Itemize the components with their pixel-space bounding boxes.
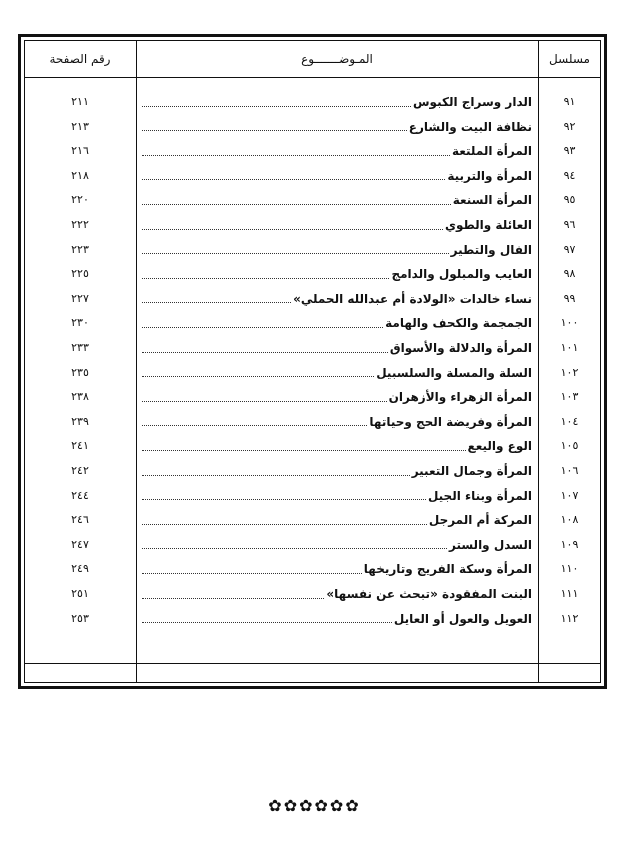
footer-ornament: ✿✿✿✿✿✿ (268, 796, 361, 815)
row-topic-text: نساء خالدات «الولادة أم عبدالله الحملي» (293, 291, 532, 306)
table-row (24, 287, 601, 311)
footer-divider (24, 663, 601, 664)
row-leader-dots (142, 622, 392, 623)
row-topic-text: المرأة وجمال التعبير (411, 464, 532, 478)
header-page-number: رقم الصفحة (49, 52, 111, 66)
row-leader-dots (142, 548, 447, 549)
row-serial-number: ١٠٠ (560, 316, 579, 330)
header-serial: مسلسل (549, 52, 590, 66)
row-leader-dots (142, 278, 389, 279)
row-serial-number: ١١٢ (560, 611, 579, 625)
row-leader-dots (142, 106, 411, 107)
row-topic (142, 533, 532, 557)
row-page-number: ٢١٣ (71, 119, 89, 133)
table-row (24, 164, 601, 188)
row-topic (142, 484, 532, 508)
row-page-number: ٢١١ (71, 95, 89, 108)
row-topic-text: العايب والمبلول والدامج (391, 267, 532, 282)
row-topic-text: السلة والمسلة والسلسبيل (376, 365, 532, 380)
row-topic-text: الجمجمة والكحف والهامة (385, 316, 532, 331)
row-page-number: ٢٥١ (71, 587, 89, 600)
row-topic (142, 139, 532, 163)
row-topic (142, 557, 532, 581)
row-page-number: ٢٢٧ (71, 291, 89, 305)
row-leader-dots (142, 450, 466, 451)
table-row (24, 607, 601, 631)
row-topic (142, 385, 532, 409)
row-topic (142, 115, 532, 139)
table-row (24, 90, 601, 114)
row-leader-dots (142, 327, 383, 328)
row-serial-number: ٩٤ (563, 168, 576, 182)
row-leader-dots (142, 253, 449, 254)
row-page-number: ٢٢٣ (71, 242, 89, 256)
row-topic (142, 213, 532, 237)
row-page-number: ٢٣٩ (71, 414, 89, 428)
row-topic-text: المرأة وسكة الفريج وتاريخها (363, 562, 532, 577)
row-topic (142, 607, 532, 631)
row-page-number: ٢٥٣ (71, 611, 89, 625)
row-serial-number: ١٠٩ (560, 537, 579, 551)
table-row (24, 188, 601, 212)
row-leader-dots (142, 598, 324, 599)
row-page-number: ٢١٦ (71, 144, 89, 158)
row-serial-number: ٩٧ (563, 242, 576, 256)
row-page-number: ٢٢٢ (71, 218, 89, 231)
row-page-number: ٢٤٦ (71, 513, 89, 527)
table-row (24, 484, 601, 508)
row-topic-text: العائلة والطوي (444, 218, 532, 232)
table-row (24, 336, 601, 360)
row-serial-number: ١٠٨ (560, 513, 579, 527)
row-leader-dots (142, 425, 367, 426)
row-topic-text: نظافة البيت والشارع (408, 119, 532, 134)
row-serial-number: ١٠٥ (560, 439, 579, 453)
row-page-number: ٢٣٣ (71, 341, 89, 354)
table-row (24, 262, 601, 286)
row-serial-number: ١٠٦ (560, 464, 579, 477)
row-topic-text: البنت المفقودة «تبحث عن نفسها» (326, 587, 532, 601)
table-row (24, 311, 601, 335)
row-leader-dots (142, 130, 407, 131)
row-serial-number: ٩٥ (563, 193, 576, 207)
row-page-number: ٢٣٥ (71, 365, 89, 379)
row-page-number: ٢٤٢ (71, 464, 89, 477)
table-row (24, 582, 601, 606)
row-topic (142, 311, 532, 335)
row-topic (142, 164, 532, 188)
row-serial-number: ١١٠ (560, 562, 579, 576)
row-page-number: ٢٢٥ (71, 267, 89, 281)
table-row (24, 115, 601, 139)
header-topic: المـوضـــــــوع (301, 52, 373, 66)
row-leader-dots (142, 179, 445, 180)
row-page-number: ٢٤١ (71, 439, 89, 453)
row-serial-number: ٩٩ (563, 291, 576, 305)
row-topic (142, 361, 532, 385)
row-page-number: ٢٤٧ (71, 537, 89, 551)
table-row (24, 533, 601, 557)
row-topic (142, 434, 532, 458)
row-topic (142, 262, 532, 286)
row-topic-text: السدل والستر (448, 537, 532, 552)
table-row (24, 508, 601, 532)
table-row (24, 361, 601, 385)
row-topic-text: العويل والعول أو العايل (393, 611, 532, 626)
row-page-number: ٢٢٠ (71, 193, 89, 207)
table-row (24, 213, 601, 237)
row-leader-dots (142, 524, 427, 525)
row-topic-text: المرأة والدلالة والأسواق (389, 341, 532, 355)
row-topic-text: الدار وسراج الكبوس (413, 95, 532, 109)
row-topic (142, 336, 532, 360)
row-topic-text: المرأة والتربية (447, 168, 532, 183)
row-serial-number: ٩١ (563, 95, 576, 108)
row-topic-text: المرأة وفريضة الحج وحياتها (369, 414, 532, 429)
row-serial-number: ٩٨ (563, 267, 576, 281)
row-topic-text: المرأة وبناء الجيل (427, 488, 532, 503)
row-serial-number: ١٠٣ (560, 390, 579, 404)
table-row (24, 459, 601, 483)
row-leader-dots (142, 401, 387, 402)
table-row (24, 238, 601, 262)
table-row (24, 410, 601, 434)
row-topic-text: المرأة السنعة (452, 193, 532, 208)
row-leader-dots (142, 229, 443, 230)
row-serial-number: ١٠٤ (560, 414, 579, 428)
row-serial-number: ١٠٧ (560, 488, 579, 502)
row-topic (142, 188, 532, 212)
row-topic (142, 287, 532, 311)
table-row (24, 139, 601, 163)
row-page-number: ٢٣٠ (71, 316, 89, 330)
row-serial-number: ٩٦ (563, 218, 576, 231)
header-divider (24, 77, 601, 78)
row-leader-dots (142, 155, 450, 156)
row-topic (142, 459, 532, 483)
row-serial-number: ١١١ (560, 587, 579, 600)
row-leader-dots (142, 499, 426, 500)
row-leader-dots (142, 475, 410, 476)
table-row (24, 557, 601, 581)
row-topic (142, 238, 532, 262)
row-page-number: ٢٤٤ (71, 488, 89, 502)
row-topic (142, 90, 532, 114)
row-topic-text: الفال والتطير (450, 242, 532, 257)
row-topic-text: المركة أم المرجل (428, 513, 532, 528)
row-topic-text: الوع واليعع (467, 439, 532, 454)
row-topic (142, 508, 532, 532)
row-page-number: ٢٣٨ (71, 390, 89, 404)
row-leader-dots (142, 352, 388, 353)
row-leader-dots (142, 573, 362, 574)
row-leader-dots (142, 302, 291, 303)
row-serial-number: ٩٣ (563, 144, 576, 158)
row-page-number: ٢١٨ (71, 168, 89, 182)
row-topic-text: المرأة الزهراء والأزهران (388, 390, 532, 405)
row-topic-text: المرأة الملتعة (451, 144, 532, 159)
table-row (24, 385, 601, 409)
row-leader-dots (142, 376, 374, 377)
row-topic (142, 582, 532, 606)
row-page-number: ٢٤٩ (71, 562, 89, 576)
row-serial-number: ١٠١ (560, 341, 579, 354)
row-serial-number: ١٠٢ (560, 365, 579, 379)
row-serial-number: ٩٢ (563, 119, 576, 133)
row-leader-dots (142, 204, 451, 205)
table-row (24, 434, 601, 458)
row-topic (142, 410, 532, 434)
